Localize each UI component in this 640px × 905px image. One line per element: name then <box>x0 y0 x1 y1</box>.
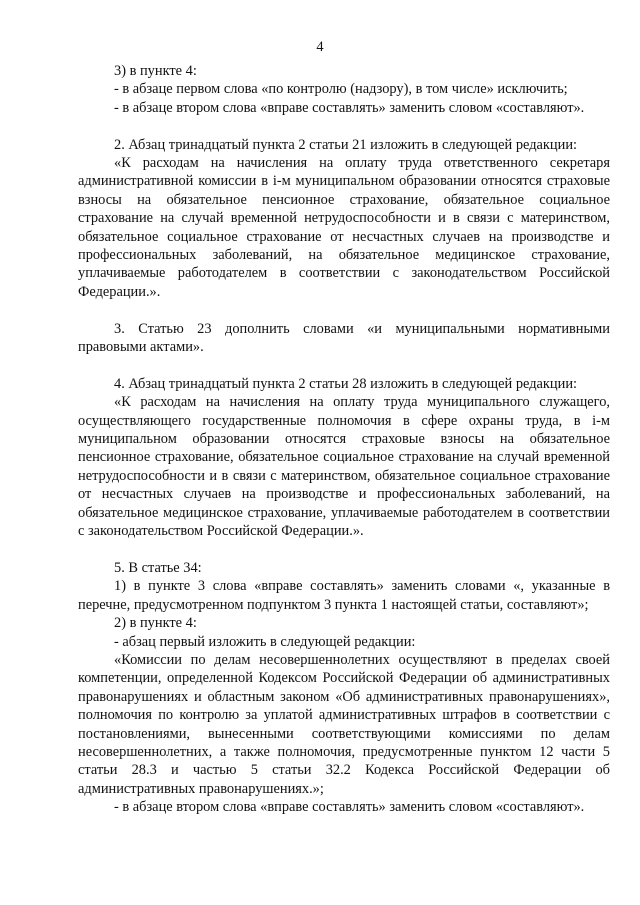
paragraph-gap <box>78 117 610 135</box>
paragraph: «Комиссии по делам несовершеннолетних осуществляют в пределах своей компетенции, определенной Кодексом Российской Федерации об административных правонарушениях и областным законом «Об административных правонарушениях», полномочия по контролю за уплатой административных штрафов в соответствии с постановлениями, вынесенными соответствующими комиссиями по делам несовершеннолетних, а также полномочия, предусмотренные пунктом 12 части 5 статьи 28.3 и частью 5 статьи 32.2 Кодекса Российской Федерации об административных правонарушениях.»; <box>78 651 610 797</box>
paragraph: - в абзаце втором слова «вправе составлять» заменить словом «составляют». <box>114 799 585 816</box>
paragraph: 3. Статью 23 дополнить словами «и муниципальными нормативными правовыми актами». <box>78 320 610 356</box>
paragraph: 2) в пункте 4: <box>114 615 197 632</box>
document-body <box>78 62 610 817</box>
paragraph-gap <box>78 301 610 319</box>
paragraph: 1) в пункте 3 слова «вправе составлять» заменить словами «, указанные в перечне, предусмотренном подпунктом 3 пункта 1 настоящей статьи, составляют»; <box>78 578 610 613</box>
paragraph: «К расходам на начисления на оплату труда муниципального служащего, осуществляющего государственные полномочия в сфере охраны труда, в i-м муниципальном образовании относятся страховые взносы на обязательное пенсионное страхование, обязательное социальное страхование на случай временной нетрудоспособности и в связи с материнством, обязательное социальное страхование от несчастных случаев на производстве и профессиональных заболеваний, на обязательное медицинское страхование, уплачиваемые работодателем в соответствии с законодательством Российской Федерации.». <box>78 394 610 540</box>
paragraph: 2. Абзац тринадцатый пункта 2 статьи 21 изложить в следующей редакции: <box>114 136 578 153</box>
paragraph: 4. Абзац тринадцатый пункта 2 статьи 28 изложить в следующей редакции: <box>114 375 578 392</box>
paragraph: - абзац первый изложить в следующей редакции: <box>114 633 416 650</box>
paragraph: - в абзаце втором слова «вправе составлять» заменить словом «составляют». <box>114 99 585 116</box>
paragraph: 5. В статье 34: <box>114 559 202 576</box>
paragraph: 3) в пункте 4: <box>114 63 197 79</box>
paragraph: «К расходам на начисления на оплату труда ответственного секретаря административной комиссии в i-м муниципальном образовании относятся страховые взносы на обязательное пенсионное страхование, обязательное социальное страхование на случай временной нетрудоспособности и в связи с материнством, обязательное социальное страхование от несчастных случаев на производстве и профессиональных заболеваний, на обязательное медицинское страхование, уплачиваемые работодателем в соответствии с законодательством Российской Федерации.». <box>78 155 610 300</box>
page-number: 4 <box>316 39 324 55</box>
paragraph-gap <box>78 356 610 374</box>
paragraph: - в абзаце первом слова «по контролю (надзору), в том числе» исключить; <box>114 81 568 98</box>
paragraph-gap <box>78 541 610 559</box>
